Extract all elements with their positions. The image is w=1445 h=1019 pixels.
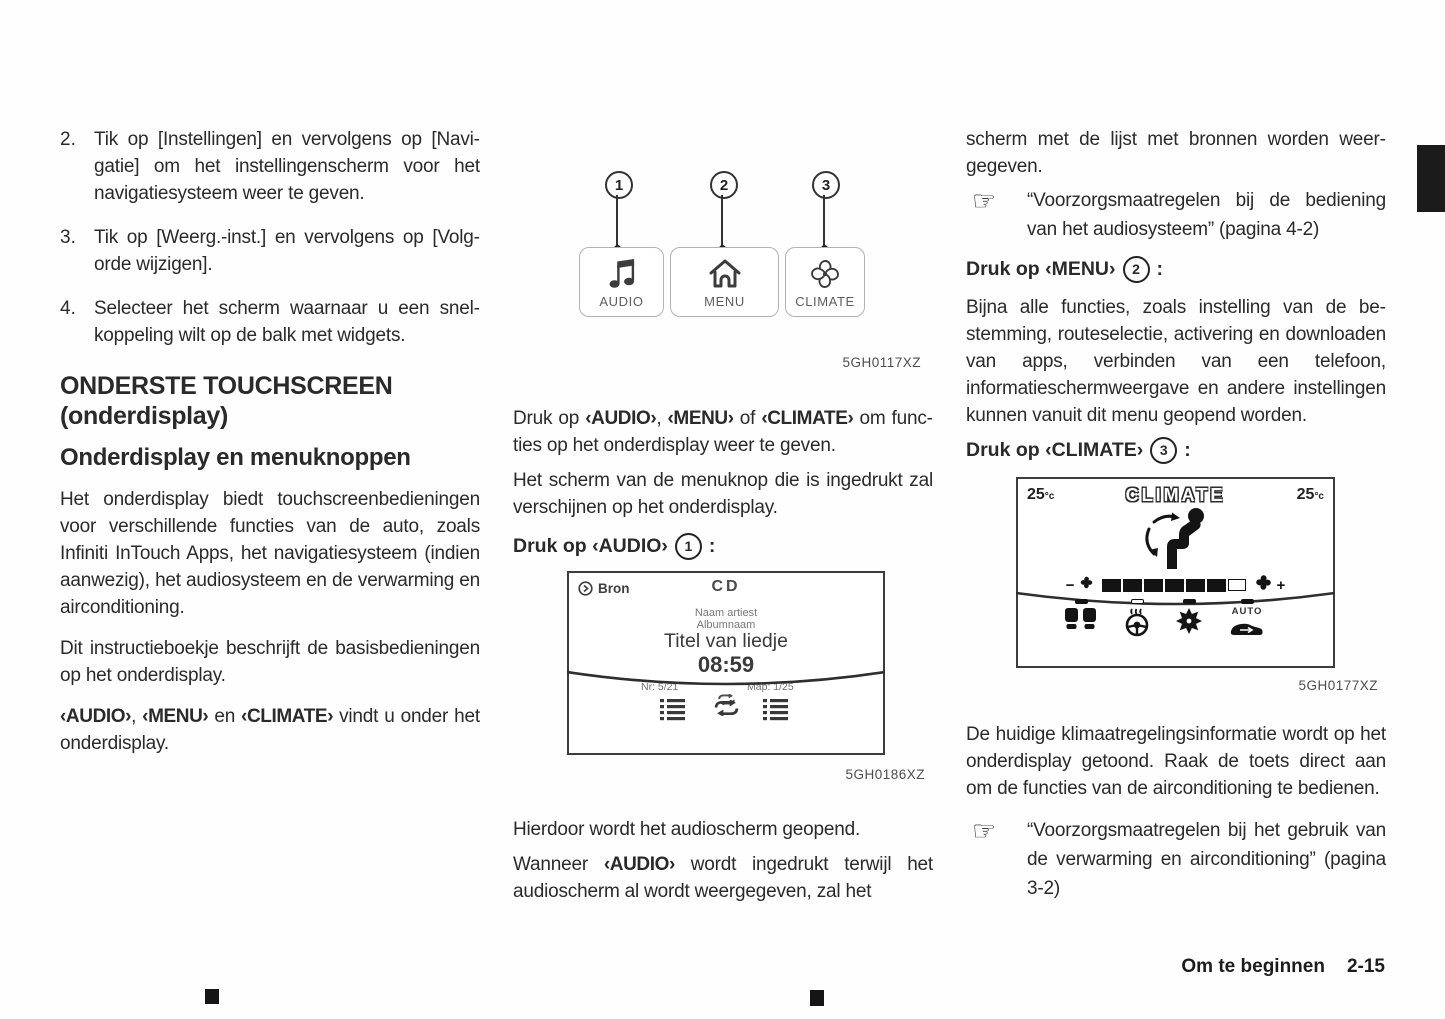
climate-title: CLIMATE — [1125, 485, 1226, 505]
track-list-icon — [660, 698, 685, 726]
album-name: Albumnaam — [696, 619, 756, 631]
callout-line — [616, 195, 618, 247]
paragraph: Dit instructieboekje beschrijft de basisbedieningen op het onderdisplay. — [60, 638, 480, 686]
reference-text: “Voorzorgsmaatregelen bij het gebruik van de verwarming en airconditioning” (pagina 3-2) — [1027, 820, 1386, 899]
figure-hardware-buttons — [513, 126, 933, 372]
seated-person-airflow-icon — [1130, 505, 1222, 576]
climate-button — [785, 247, 865, 317]
command-text: Druk op ‹AUDIO› — [513, 535, 668, 557]
circled-number-3: 3 — [1150, 437, 1177, 464]
ac-control — [1175, 599, 1203, 640]
figure-audio-display — [567, 571, 885, 755]
footer-page-number: 2-15 — [1346, 956, 1385, 977]
menu-button-label: MENU — [704, 294, 745, 309]
car-icon — [1228, 620, 1266, 642]
mode-label: CD — [711, 578, 741, 595]
figure-caption: 5GH0177XZ — [1298, 678, 1378, 693]
temperature-left: 25°c — [1027, 486, 1055, 503]
command-colon: : — [708, 535, 716, 557]
cross-reference — [966, 186, 1386, 244]
list-number: 4. — [60, 298, 76, 319]
folder-number: Map: 1/25 — [747, 681, 794, 693]
auto-label: AUTO — [1231, 605, 1263, 617]
left-column — [60, 126, 480, 771]
song-title: Titel van liedje — [664, 630, 788, 652]
music-note-icon — [580, 257, 663, 291]
pointing-hand-icon: ☞ — [972, 186, 997, 216]
paragraph: Bijna alle functies, zoals instelling van de bestemming, routeselectie, activering en downloaden van apps, verbinden van een telefoon, informatieschermweergave en andere instellingen kunnen vanuit dit menu geopend worden. — [966, 297, 1386, 426]
climate-button-label: CLIMATE — [795, 294, 855, 309]
callout-number-3: 3 — [812, 171, 840, 199]
auto-recirculation-control — [1228, 599, 1266, 642]
indicator-bar — [1183, 599, 1196, 604]
reference-text: “Voorzorgsmaatregelen bij de bediening van het audiosysteem” (pagina 4-2) — [1027, 190, 1386, 240]
list-item — [60, 295, 480, 349]
menu-button — [670, 247, 779, 317]
snowflake-icon — [1175, 607, 1203, 640]
figure-climate-display — [1016, 477, 1335, 668]
section-title: ONDERSTE TOUCHSCREEN (onderdisplay) — [60, 372, 393, 430]
paragraph: scherm met de lijst met bronnen worden weergegeven. — [966, 129, 1386, 177]
command-text: Druk op ‹MENU› — [966, 258, 1116, 280]
paragraph: Druk op ‹AUDIO›, ‹MENU› of ‹CLIMATE› om functies op het onderdisplay weer te geven. — [513, 408, 933, 456]
figure-caption: 5GH0117XZ — [842, 355, 921, 370]
command-text: Druk op ‹CLIMATE› — [966, 439, 1144, 461]
list-text: Tik op [Weerg.-inst.] en vervolgens op [Volgorde wijzigen]. — [94, 227, 480, 275]
list-item — [60, 126, 480, 207]
page-footer — [1181, 956, 1385, 978]
fan-icon — [786, 257, 864, 291]
circled-number-1: 1 — [675, 533, 702, 560]
command-colon: : — [1156, 258, 1163, 280]
audio-button-label: AUDIO — [599, 294, 644, 309]
paragraph: ‹AUDIO›, ‹MENU› en ‹CLIMATE› vindt u onder het onderdisplay. — [60, 706, 480, 754]
indicator-bar — [1241, 599, 1254, 604]
print-registration-mark — [810, 990, 824, 1006]
indicator-bar-hollow — [1131, 599, 1144, 604]
repeat-mode-icon — [713, 700, 740, 721]
pointing-hand-icon: ☞ — [972, 816, 997, 846]
steering-wheel-icon — [1122, 607, 1152, 642]
command-heading-climate — [966, 435, 1386, 465]
artist-name: Naam artiest — [694, 607, 758, 619]
home-icon — [671, 257, 778, 291]
paragraph: Het scherm van de menuknop die is ingedrukt zal verschijnen op het onderdisplay. — [513, 470, 933, 518]
figure-caption: 5GH0186XZ — [845, 767, 925, 782]
print-registration-mark — [205, 989, 219, 1004]
list-text: Tik op [Instellingen] en vervolgens op [Navigatie] om het instellingenscherm voor het navigatiesysteem weer te geven. — [94, 129, 480, 204]
screen-divider-curve — [567, 668, 885, 696]
seat-heater-control — [1064, 599, 1098, 638]
steering-heater-control — [1122, 599, 1152, 642]
list-item — [60, 224, 480, 278]
footer-section-title: Om te beginnen — [1181, 956, 1325, 977]
temperature-right: 25°c — [1296, 486, 1324, 503]
chapter-tab-marker — [1417, 145, 1445, 212]
paragraph: De huidige klimaatregelingsinformatie wordt op het onderdisplay getoond. Raak de toets direct aan om de functies van de airconditioning te bedienen. — [966, 724, 1386, 799]
callout-line — [721, 195, 723, 247]
list-text: Selecteer het scherm waarnaar u een snelkoppeling wilt op de balk met widgets. — [94, 298, 480, 346]
command-heading-audio — [513, 531, 933, 561]
seat-heater-icon — [1064, 607, 1098, 638]
subsection-title: Onderdisplay en menuknoppen — [60, 444, 411, 471]
list-number: 3. — [60, 227, 76, 248]
callout-number-2: 2 — [710, 171, 738, 199]
paragraph: Het onderdisplay biedt touchscreenbedieningen voor verschillende functies van de auto, zoals Infiniti InTouch Apps, het navigatiesysteem (indien aanwezig), het audiosysteem en de verwarming en airconditioning. — [60, 489, 480, 618]
track-number: Nr: 5/21 — [641, 681, 679, 693]
command-heading-menu — [966, 254, 1386, 284]
fan-plus-label: + — [1276, 576, 1286, 594]
audio-button — [579, 247, 664, 317]
middle-column — [513, 126, 933, 919]
callout-number-1: 1 — [605, 171, 633, 199]
elapsed-time: 08:59 — [697, 652, 755, 677]
list-number: 2. — [60, 129, 76, 150]
circled-number-2: 2 — [1123, 256, 1150, 283]
indicator-bar — [1075, 599, 1088, 604]
folder-list-icon — [763, 698, 788, 726]
paragraph: Wanneer ‹AUDIO› wordt ingedrukt terwijl het audioscherm al wordt weergegeven, zal het — [513, 854, 934, 902]
source-label: Bron — [598, 581, 630, 596]
fan-minus-label: − — [1065, 576, 1075, 594]
command-colon: : — [1184, 439, 1191, 461]
paragraph: Hierdoor wordt het audioscherm geopend. — [513, 819, 861, 840]
callout-line — [823, 195, 825, 247]
right-column — [966, 126, 1386, 913]
cross-reference — [966, 816, 1386, 903]
